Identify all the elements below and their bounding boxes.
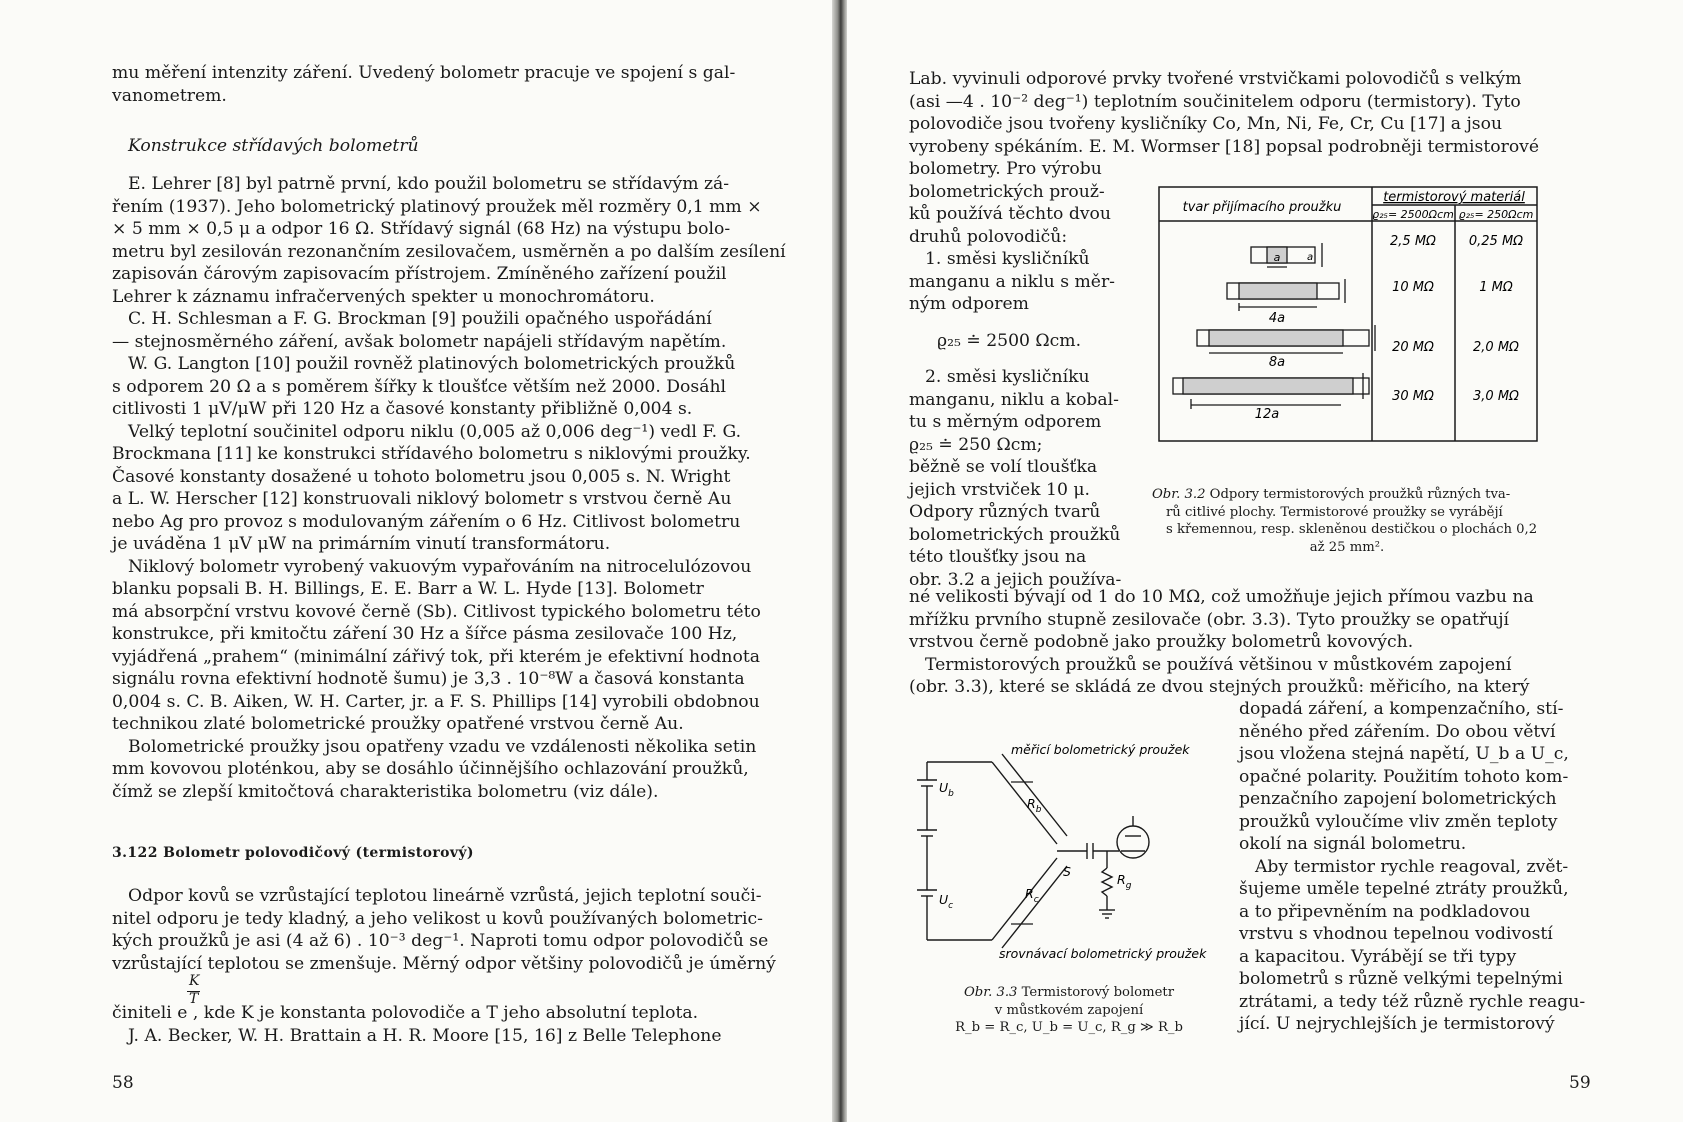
text-line: jící. U nejrychlejších je termistorový: [1239, 1014, 1555, 1034]
text-line: Aby termistor rychle reagoval, zvět-: [1255, 856, 1569, 877]
text-line: ků používá těchto dvou: [909, 204, 1111, 224]
text-line: metru byl zesilován rezonančním zesilovačem, usměrněn a po dalším zesílení: [112, 241, 786, 262]
paragraph-lehrer: [112, 173, 786, 803]
text-line: něného před zářením. Do obou větví: [1239, 721, 1556, 742]
caption-line: R_b = R_c, U_b = U_c, R_g ≫ R_b: [955, 1020, 1183, 1035]
text-line: jejich vrstviček 10 μ.: [909, 479, 1090, 500]
label-rc-sub: c: [1033, 895, 1039, 905]
text-line: citlivosti 1 μV/μW při 120 Hz a časové konstanty přibližně 0,004 s.: [112, 399, 693, 419]
text-line: nitel odporu je tedy kladný, a jeho velikost u kovů používaných bolometric-: [112, 908, 763, 929]
label-reference-strip: srovnávací bolometrický proužek: [999, 946, 1207, 961]
text-line: vyrobeny spékáním. E. M. Wormser [18] popsal podrobněji termistorové: [909, 136, 1540, 157]
label-ub-sub: b: [948, 789, 954, 799]
text-line: a kapacitou. Vyrábějí se tři typy: [1239, 946, 1517, 967]
label-rc: [1025, 886, 1039, 905]
left-page: [0, 0, 838, 1122]
bridge-circuit-diagram: [907, 732, 1237, 964]
value-r1-c2: 0,25 MΩ: [1468, 234, 1524, 249]
text-line: (asi —4 . 10⁻² deg⁻¹) teplotním součinitelem odporu (termistory). Tyto: [909, 91, 1521, 112]
text-line: čímž se zlepší kmitočtová charakteristika bolometru (viz dále).: [112, 781, 659, 802]
text-line: má absorpční vrstvu kovové černě (Sb). Citlivost typického bolometru této: [112, 601, 761, 622]
text-line: — stejnosměrného záření, avšak bolometr napájeli střídavým napětím.: [112, 331, 727, 352]
value-r1-c1: 2,5 MΩ: [1390, 234, 1436, 249]
rho-formula-1: ϱ₂₅ ≐ 2500 Ωcm.: [937, 331, 1082, 351]
text-line: vyjádřená „prahem“ (minimální zářivý tok, při kterém je efektivní hodnota: [112, 646, 760, 667]
text-line: C. H. Schlesman a F. G. Brockman [9] použili opačného uspořádání: [128, 309, 712, 329]
label-rc-main: R: [1025, 886, 1034, 901]
caption-label: Obr. 3.3: [963, 985, 1018, 1000]
header-material-2: ϱ₂₅= 250Ωcm: [1458, 208, 1534, 221]
text-line: 2. směsi kysličníku: [925, 367, 1090, 387]
text-line: J. A. Becker, W. H. Brattain a H. R. Moore [15, 16] z Belle Telephone: [128, 1025, 722, 1046]
text-line: technikou zlaté bolometrické proužky opatřené vrstvou černě Au.: [112, 714, 684, 734]
text-line: Odpor kovů se vzrůstající teplotou lineárně vzrůstá, jejich teplotní souči-: [128, 886, 762, 906]
value-r4-c1: 30 MΩ: [1392, 389, 1434, 404]
paragraph-semiconductor: [112, 885, 776, 975]
caption-line: [1152, 486, 1542, 504]
right-page: [847, 0, 1683, 1122]
text-line: bolometrických proužků: [909, 524, 1121, 545]
text-line: W. G. Langton [10] použil rovněž platinových bolometrických proužků: [128, 354, 736, 374]
value-r2-c2: 1 MΩ: [1479, 280, 1513, 295]
text-line: bolometry. Pro výrobu: [909, 159, 1102, 179]
paragraph-top: [909, 68, 1540, 158]
strip-label-1: a: [1273, 251, 1281, 264]
text-line: proužků vyloučíme vliv změn teploty: [1239, 811, 1558, 832]
label-ub-main: U: [939, 780, 949, 795]
strip-label-3: 8a: [1268, 355, 1286, 370]
header-strip-shape: tvar přijímacího proužku: [1182, 200, 1342, 215]
paragraph-intro: [112, 62, 736, 107]
text-line: druhů polovodičů:: [909, 226, 1068, 247]
label-s: S: [1063, 864, 1071, 879]
strip-label-2: 4a: [1268, 311, 1286, 326]
text-line: signálu rovna efektivní hodnotě šumu) je 3,3 . 10⁻⁸W a časová konstanta: [112, 669, 745, 689]
value-r4-c2: 3,0 MΩ: [1473, 389, 1519, 404]
caption-line: až 25 mm².: [1309, 539, 1385, 555]
page-number: 58: [112, 1073, 134, 1093]
text-line: ϱ₂₅ ≐ 250 Ωcm;: [909, 434, 1043, 455]
text-line: polovodiče jsou tvořeny kysličníky Co, Mn, Ni, Fe, Cr, Cu [17] a jsou: [909, 114, 1503, 134]
caption-text: Odpory termistorových proužků různých tva-: [1205, 487, 1511, 502]
text-line: činiteli e , kde K je konstanta polovodiče a T jeho absolutní teplota.: [112, 1003, 699, 1023]
text-line: (obr. 3.3), které se skládá ze dvou stejných proužků: měřicího, na který: [909, 677, 1530, 697]
caption-text: Termistorový bolometr: [1017, 985, 1175, 1000]
text-line: je uváděna 1 μV μW na primárním vinutí transformátoru.: [112, 534, 611, 554]
header-material: termistorový materiál: [1383, 190, 1525, 205]
text-line: vzrůstající teplotou se zmenšuje. Měrný odpor většiny polovodičů je úměrný: [112, 953, 776, 974]
text-line: vrstvu s vhodnou tepelnou vodivostí: [1239, 924, 1553, 944]
text-line: Velký teplotní součinitel odporu niklu (0,005 až 0,006 deg⁻¹) vedl F. G.: [128, 421, 742, 442]
text-line: Lehrer k záznamu infračervených spekter u monochromátoru.: [112, 286, 655, 307]
strip-label-4: 12a: [1254, 407, 1280, 422]
text-line: mřížku prvního stupně zesilovače (obr. 3.3). Tyto proužky se opatřují: [909, 609, 1510, 630]
caption-line: s křemennou, resp. skleněnou destičkou o plochách 0,2: [1166, 522, 1538, 537]
page-number: 59: [1569, 1073, 1591, 1093]
value-r3-c2: 2,0 MΩ: [1473, 340, 1519, 355]
text-line: × 5 mm × 0,5 μ a odpor 16 Ω. Střídavý signál (68 Hz) na výstupu bolo-: [112, 219, 731, 239]
text-line: zapisován čárovým zapisovacím přístrojem. Zmíněného zařízení použil: [112, 264, 727, 284]
text-line: penzačního zapojení bolometrických: [1239, 789, 1557, 809]
text-line: manganu a niklu s měr-: [909, 271, 1115, 292]
text-line: 1. směsi kysličníků: [925, 249, 1090, 269]
narrow-column-1: [909, 158, 1123, 316]
label-uc-main: U: [939, 892, 949, 907]
text-line: kých proužků je asi (4 až 6) . 10⁻³ deg⁻¹. Naproti tomu odpor polovodičů se: [112, 931, 769, 951]
figure-3-2-caption: [1152, 486, 1542, 556]
header-material-1: ϱ₂₅= 2500Ωcm: [1372, 208, 1454, 221]
label-ub: [939, 780, 954, 799]
text-line: tu s měrným odporem: [909, 412, 1102, 432]
text-line: opačné polarity. Použitím tohoto kom-: [1239, 766, 1569, 787]
text-line: mu měření intenzity záření. Uvedený bolometr pracuje ve spojení s gal-: [112, 63, 736, 83]
text-line: řením (1937). Jeho bolometrický platinový proužek měl rozměry 0,1 mm ×: [112, 196, 762, 217]
text-line: E. Lehrer [8] byl patrně první, kdo použil bolometru se střídavým zá-: [128, 174, 730, 194]
caption-line: [919, 984, 1219, 1002]
text-line: běžně se volí tloušťka: [909, 457, 1098, 477]
label-rb: [1027, 796, 1042, 815]
text-line: bolometrů s různě velkými tepelnými: [1239, 969, 1563, 989]
paragraph-semiconductor-end: [112, 1002, 730, 1047]
text-line: a to připevněním na podkladovou: [1239, 901, 1531, 922]
label-rb-sub: b: [1035, 805, 1042, 815]
text-line: blanku popsali B. H. Billings, E. E. Barr a W. L. Hyde [13]. Bolometr: [112, 579, 704, 599]
caption-line: rů citlivé plochy. Termistorové proužky se vyrábějí: [1166, 504, 1503, 520]
text-line: Odpory různých tvarů: [909, 502, 1101, 522]
text-line: Lab. vyvinuli odporové prvky tvořené vrstvičkami polovodičů s velkým: [909, 69, 1522, 89]
subheading: Konstrukce střídavých bolometrů: [128, 136, 419, 156]
text-line: s odporem 20 Ω a s poměrem šířky k tloušťce větším než 2000. Dosáhl: [112, 376, 727, 397]
text-line: této tloušťky jsou na: [909, 547, 1087, 567]
text-line: Niklový bolometr vyrobený vakuovým vypařováním na nitrocelulózovou: [128, 556, 752, 577]
text-line: Bolometrické proužky jsou opatřeny vzadu ve vzdálenosti několika setin: [128, 736, 757, 757]
label-rb-main: R: [1027, 796, 1036, 811]
text-line: 0,004 s. C. B. Aiken, W. H. Carter, jr. a F. S. Phillips [14] vyrobili obdobnou: [112, 691, 760, 712]
label-uc: [939, 892, 953, 911]
figure-3-3-caption: [919, 984, 1219, 1037]
section-heading: 3.122 Bolometr polovodičový (termistorový): [112, 845, 474, 861]
text-line: né velikosti bývají od 1 do 10 MΩ, což umožňuje jejich přímou vazbu na: [909, 587, 1534, 607]
exponent-numerator: K: [189, 973, 200, 989]
label-rg-main: R: [1117, 872, 1126, 887]
text-line: a L. W. Herscher [12] konstruovali niklový bolometr s vrstvou černě Au: [112, 489, 732, 509]
narrow-column-2: [909, 366, 1123, 591]
text-line: obr. 3.2 a jejich používa-: [909, 569, 1122, 590]
label-rg-sub: g: [1125, 881, 1132, 891]
text-line: vanometrem.: [112, 85, 227, 106]
text-line: ným odporem: [909, 294, 1029, 314]
caption-label: Obr. 3.2: [1152, 487, 1206, 502]
text-line: ztrátami, a tedy též různě rychle reagu-: [1239, 991, 1586, 1012]
text-line: Časové konstanty dosažené u tohoto bolometru jsou 0,005 s. N. Wright: [112, 466, 731, 487]
book-gutter: [832, 0, 848, 1122]
label-measuring-strip: měřicí bolometrický proužek: [1011, 742, 1190, 757]
exponent-denominator: T: [189, 991, 199, 1007]
paragraph-mid: [909, 586, 1534, 699]
strip-side-label: a: [1307, 252, 1314, 263]
text-line: Brockmana [11] ke konstrukci střídavého bolometru s niklovými proužky.: [112, 444, 751, 464]
text-line: nebo Ag pro provoz s modulovaným zářením o 6 Hz. Citlivost bolometru: [112, 511, 741, 532]
text-line: bolometrických prouž-: [909, 181, 1105, 202]
strip-resistance-figure: [1157, 185, 1541, 445]
text-line: konstrukce, při kmitočtu záření 30 Hz a šířce pásma zesilovače 100 Hz,: [112, 624, 738, 644]
text-line: dopadá záření, a kompenzačního, stí-: [1239, 699, 1564, 719]
label-rg: [1117, 872, 1132, 891]
text-line: jsou vložena stejná napětí, U_b a U_c,: [1239, 744, 1569, 764]
value-r2-c1: 10 MΩ: [1392, 280, 1434, 295]
value-r3-c1: 20 MΩ: [1392, 340, 1434, 355]
label-uc-sub: c: [948, 901, 954, 911]
text-line: okolí na signál bolometru.: [1239, 834, 1467, 854]
caption-line: v můstkovém zapojení: [994, 1002, 1144, 1018]
text-line: šujeme uměle tepelné ztráty proužků,: [1239, 879, 1569, 899]
right-column-text: [1239, 698, 1586, 1036]
text-line: manganu, niklu a kobal-: [909, 389, 1119, 410]
text-line: mm kovovou ploténkou, aby se dosáhlo účinnějšího ochlazování proužků,: [112, 759, 749, 779]
text-line: Termistorových proužků se používá většinou v můstkovém zapojení: [925, 654, 1512, 675]
text-line: vrstvou černě podobně jako proužky bolometrů kovových.: [909, 632, 1414, 652]
